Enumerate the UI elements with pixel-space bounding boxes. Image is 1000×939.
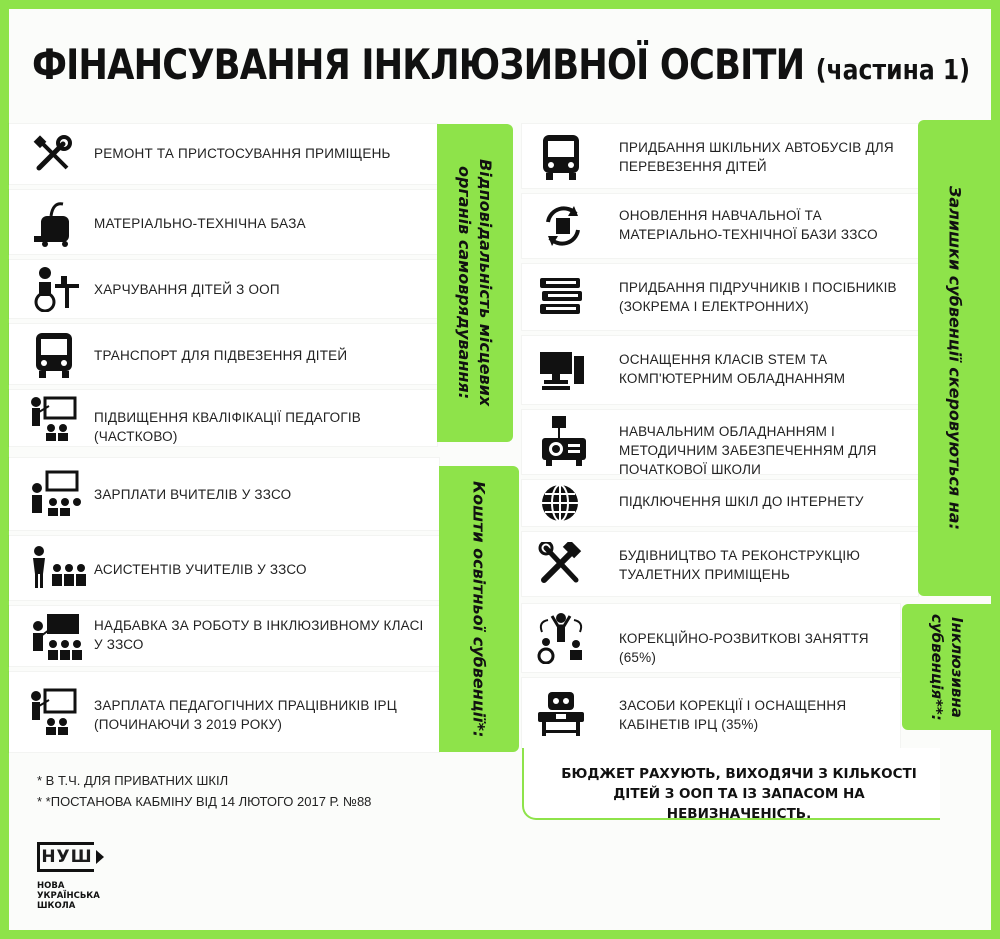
item-text: РЕМОНТ ТА ПРИСТОСУВАННЯ ПРИМІЩЕНЬ — [94, 146, 391, 161]
teacher-board-icon — [29, 686, 79, 736]
item-text: ОНОВЛЕННЯ НАВЧАЛЬНОЇ ТА МАТЕРІАЛЬНО-ТЕХНІЧНОЇ БАЗИ ЗЗСО — [619, 208, 878, 242]
list-item — [9, 606, 439, 666]
budget-note: БЮДЖЕТ РАХУЮТЬ, ВИХОДЯЧИ З КІЛЬКОСТІ ДІТЕЙ З ООП ТА ІЗ ЗАПАСОМ НА НЕВИЗНАЧЕНІСТЬ. — [561, 766, 917, 822]
item-text: НАДБАВКА ЗА РОБОТУ В ІНКЛЮЗИВНОМУ КЛАСІ У ЗЗСО — [94, 618, 424, 652]
list-item — [9, 190, 437, 254]
item-text: ЗАРПЛАТИ ВЧИТЕЛІВ У ЗЗСО — [94, 487, 292, 502]
list-item — [522, 194, 918, 258]
bus-icon — [33, 330, 75, 380]
list-item — [522, 678, 900, 748]
list-item — [522, 264, 918, 330]
item-text: КОРЕКЦІЙНО-РОЗВИТКОВІ ЗАНЯТТЯ (65%) — [619, 631, 869, 665]
list-item — [522, 410, 918, 477]
title-sub: (частина 1) — [815, 53, 971, 86]
item-text: ЗАСОБИ КОРЕКЦІЇ І ОСНАЩЕННЯ КАБІНЕТІВ ІРЦ (35%) — [619, 698, 847, 732]
nush-logo-mark: НУШ — [41, 847, 93, 867]
assistant-kids-icon — [31, 546, 87, 590]
left-group-1-label: Відповідальність місцевих органів самоврядування: — [455, 159, 495, 407]
list-item — [9, 390, 437, 446]
tools-icon — [33, 134, 73, 174]
hammer-wrench-icon — [538, 542, 582, 586]
list-item — [522, 480, 918, 526]
teacher-class-icon — [29, 468, 81, 520]
item-text: ТРАНСПОРТ ДЛЯ ПІДВЕЗЕННЯ ДІТЕЙ — [94, 348, 348, 363]
presentation-class-icon — [29, 612, 83, 662]
item-text: ОСНАЩЕННЯ КЛАСІВ STEM ТА КОМП'ЮТЕРНИМ ОБЛАДНАННЯМ — [619, 352, 846, 386]
page-title — [32, 40, 970, 89]
item-text: НАВЧАЛЬНИМ ОБЛАДНАННЯМ І МЕТОДИЧНИМ ЗАБЕЗПЕЧЕННЯМ ДЛЯ ПОЧАТКОВОЇ ШКОЛИ — [619, 424, 877, 477]
computer-icon — [538, 350, 586, 392]
item-text: ХАРЧУВАННЯ ДІТЕЙ З ООП — [94, 282, 280, 297]
item-text: БУДІВНИЦТВО ТА РЕКОНСТРУКЦІЮ ТУАЛЕТНИХ ПРИМІЩЕНЬ — [619, 548, 861, 582]
list-item — [522, 532, 918, 596]
equipment-icon — [536, 690, 586, 738]
therapy-icon — [536, 612, 586, 664]
budget-note-box — [522, 748, 940, 820]
item-text: ПІДВИЩЕННЯ КВАЛІФІКАЦІЇ ПЕДАГОГІВ (ЧАСТКОВО) — [94, 410, 361, 444]
item-text: МАТЕРІАЛЬНО-ТЕХНІЧНА БАЗА — [94, 216, 306, 231]
books-icon — [538, 276, 584, 318]
item-text: АСИСТЕНТІВ УЧИТЕЛІВ У ЗЗСО — [94, 562, 307, 577]
list-item — [522, 604, 900, 672]
footnote-2: * *ПОСТАНОВА КАБМІНУ ВІД 14 ЛЮТОГО 2017 Р. №88 — [37, 794, 372, 809]
title-main: ФІНАНСУВАННЯ ІНКЛЮЗИВНОЇ ОСВІТИ — [32, 40, 805, 89]
item-text: ПРИДБАННЯ ШКІЛЬНИХ АВТОБУСІВ ДЛЯ ПЕРЕВЕЗЕННЯ ДІТЕЙ — [619, 140, 894, 174]
globe-icon — [540, 483, 580, 523]
list-item — [9, 260, 437, 318]
item-text: ПРИДБАННЯ ПІДРУЧНИКІВ І ПОСІБНИКІВ (ЗОКРЕМА І ЕЛЕКТРОННИХ) — [619, 280, 897, 314]
school-bus-icon — [540, 132, 582, 182]
nush-logo — [37, 842, 94, 872]
projector-icon — [538, 414, 588, 470]
wheelchair-dining-icon — [31, 266, 81, 312]
item-text: ПІДКЛЮЧЕННЯ ШКІЛ ДО ІНТЕРНЕТУ — [619, 494, 864, 509]
list-item — [9, 536, 439, 600]
left-group-2-label: Кошти освітньої субвенції*: — [469, 480, 489, 738]
logo-arrow-icon — [94, 848, 106, 866]
refresh-document-icon — [540, 202, 586, 250]
vacuum-icon — [31, 198, 77, 248]
list-item — [9, 672, 439, 752]
list-item — [522, 336, 918, 404]
teacher-board-icon — [29, 394, 79, 442]
item-text: ЗАРПЛАТА ПЕДАГОГІЧНИХ ПРАЦІВНИКІВ ІРЦ (ПОЧИНАЮЧИ З 2019 РОКУ) — [94, 698, 397, 732]
right-group-1-label: Залишки субвенції скеровуються на: — [945, 186, 965, 530]
list-item — [522, 124, 918, 188]
footnote-1: * В Т.Ч. ДЛЯ ПРИВАТНИХ ШКІЛ — [37, 773, 229, 788]
list-item — [9, 458, 439, 530]
right-group-2-label: Інклюзивна субвенція**: — [928, 613, 966, 721]
nush-logo-sub: НОВА УКРАЇНСЬКА ШКОЛА — [37, 881, 100, 911]
list-item — [9, 324, 437, 384]
list-item — [9, 124, 437, 184]
